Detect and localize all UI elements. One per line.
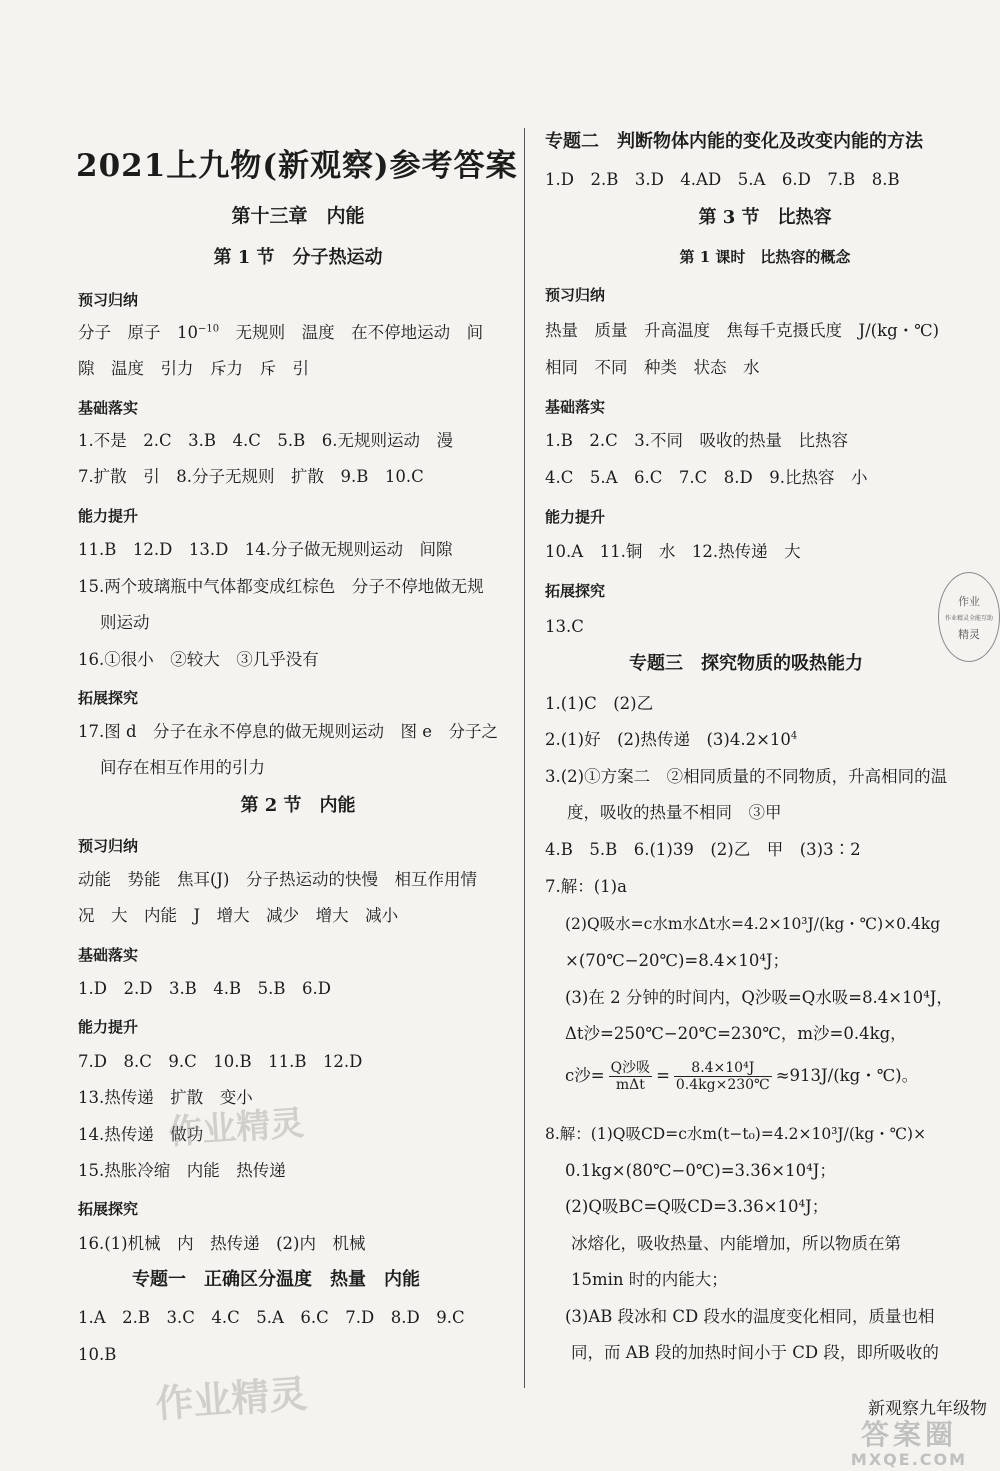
label-preview: 预习归纳 <box>545 286 606 304</box>
answer-line: 16.①很小 ②较大 ③几乎没有 <box>78 650 319 669</box>
label-extend: 拓展探究 <box>545 582 606 600</box>
answer-line: 冰熔化，吸收热量、内能增加，所以物质在第 <box>571 1234 901 1253</box>
answer-line: 1.D 2.B 3.D 4.AD 5.A 6.D 7.B 8.B <box>545 170 900 189</box>
answer-line: ×(70℃−20℃)=8.4×10⁴J； <box>565 951 790 970</box>
label-preview: 预习归纳 <box>78 291 139 309</box>
answer-line: 则运动 <box>100 613 150 632</box>
section-1-heading: 第 1 节 分子热运动 <box>213 247 383 268</box>
answer-line: 度，吸收的热量不相同 ③甲 <box>567 803 782 822</box>
answer-line: (2)Q吸水=c水m水Δt水=4.2×10³J/(kg・℃)×0.4kg <box>565 915 941 933</box>
answer-line: 0.1kg×(80℃−0℃)=3.36×10⁴J； <box>565 1161 836 1180</box>
watermark: 作业精灵 <box>167 1103 306 1153</box>
answer-line: 13.C <box>545 617 584 636</box>
section-3-heading: 第 3 节 比热容 <box>698 207 832 228</box>
answer-line: 1.不是 2.C 3.B 4.C 5.B 6.无规则运动 漫 <box>78 431 453 450</box>
answer-line: 1.B 2.C 3.不同 吸收的热量 比热容 <box>545 431 848 450</box>
answer-line: 17.图 d 分子在永不停息的做无规则运动 图 e 分子之 <box>78 722 499 741</box>
answer-line: 3.(2)①方案二 ②相同质量的不同物质，升高相同的温 <box>545 767 948 786</box>
answer-line: 相同 不同 种类 状态 水 <box>545 358 760 377</box>
answer-line: 间存在相互作用的引力 <box>100 758 265 777</box>
formula-line: c沙= $\frac{\text{Q沙吸}}{\text{mΔt}}$ = $\frac{\text{8.4×10⁴J}}{0.4kg\times 230℃}$ ≈913J/(kg・℃)。 <box>565 1060 919 1093</box>
site-logo: 答案圈 MXQE.COM <box>850 1418 968 1469</box>
answer-line: (3)AB 段冰和 CD 段水的温度变化相同，质量也相 <box>565 1307 935 1326</box>
answer-line: 10.A 11.铜 水 12.热传递 大 <box>545 542 801 561</box>
answer-line: 同，而 AB 段的加热时间小于 CD 段，即所吸收的 <box>571 1343 939 1362</box>
answer-line: 16.(1)机械 内 热传递 (2)内 机械 <box>78 1234 366 1253</box>
answer-line: 2.(1)好 (2)热传递 $(3)4.2\times 10^4$ <box>545 730 798 749</box>
section-2-heading: 第 2 节 内能 <box>240 795 356 816</box>
chapter-heading: 第十三章 内能 <box>231 205 365 227</box>
label-basic: 基础落实 <box>78 399 139 417</box>
topic-3-heading: 专题三 探究物质的吸热能力 <box>629 653 863 674</box>
answer-line: 11.B 12.D 13.D 14.分子做无规则运动 间隙 <box>78 540 453 559</box>
answer-line: 15.热胀冷缩 内能 热传递 <box>78 1161 286 1180</box>
label-ability: 能力提升 <box>78 507 139 525</box>
answer-line: 15.两个玻璃瓶中气体都变成红棕色 分子不停地做无规 <box>78 577 484 596</box>
watermark: 作业精灵 <box>153 1371 309 1427</box>
answer-line: 15min 时的内能大； <box>571 1270 728 1289</box>
stamp-seal: 作业 作业精灵全能互助 精灵 <box>938 572 1000 662</box>
answer-line: Δt沙=250℃−20℃=230℃，m沙=0.4kg， <box>565 1024 907 1043</box>
answer-line: 14.热传递 做功 <box>78 1125 204 1144</box>
answer-line: 4.C 5.A 6.C 7.C 8.D 9.比热容 小 <box>545 468 868 487</box>
answer-line: 1.(1)C (2)乙 <box>545 694 654 713</box>
label-basic: 基础落实 <box>78 946 139 964</box>
label-extend: 拓展探究 <box>78 1200 139 1218</box>
topic-2-heading: 专题二 判断物体内能的变化及改变内能的方法 <box>545 131 923 152</box>
answer-line: 隙 温度 引力 斥力 斥 引 <box>78 359 309 378</box>
label-preview: 预习归纳 <box>78 837 139 855</box>
answer-line: 13.热传递 扩散 变小 <box>78 1088 253 1107</box>
topic-1-heading: 专题一 正确区分温度 热量 内能 <box>132 1269 420 1290</box>
lesson-heading: 第 1 课时 比热容的概念 <box>679 248 851 266</box>
label-basic: 基础落实 <box>545 398 606 416</box>
label-extend: 拓展探究 <box>78 689 139 707</box>
answer-line: 况 大 内能 J 增大 减少 增大 减小 <box>78 906 399 925</box>
answer-line: 8.解：(1)Q吸CD=c水m(t−t₀)=4.2×10³J/(kg・℃)× <box>545 1125 927 1143</box>
answer-line: 1.D 2.D 3.B 4.B 5.B 6.D <box>78 979 332 998</box>
page-title: 2021上九物(新观察)参考答案 <box>76 148 518 184</box>
answer-line: 1.A 2.B 3.C 4.C 5.A 6.C 7.D 8.D 9.C <box>78 1308 465 1327</box>
label-ability: 能力提升 <box>78 1018 139 1036</box>
answer-line: 7.解：(1)a <box>545 877 627 896</box>
answer-line: 热量 质量 升高温度 焦每千克摄氏度 J/(kg・℃) <box>545 321 940 340</box>
answer-line: 动能 势能 焦耳(J) 分子热运动的快慢 相互作用情 <box>78 870 477 889</box>
answer-line: 4.B 5.B 6.(1)39 (2)乙 甲 (3)3∶2 <box>545 840 861 859</box>
answer-line: (3)在 2 分钟的时间内，Q沙吸=Q水吸=8.4×10⁴J， <box>565 988 953 1007</box>
fraction: $\frac{\text{Q沙吸}}{\text{mΔt}}$ <box>610 1060 651 1093</box>
answer-line: 分子 原子 $10^{-10}$ 无规则 温度 在不停地运动 间 <box>78 323 484 342</box>
answer-line: (2)Q吸BC=Q吸CD=3.36×10⁴J； <box>565 1197 829 1216</box>
answer-line: 7.D 8.C 9.C 10.B 11.B 12.D <box>78 1052 363 1071</box>
footer-book-title: 新观察九年级物 <box>868 1399 987 1419</box>
column-divider <box>524 128 525 1388</box>
answer-line: 10.B <box>78 1345 117 1364</box>
answer-line: 7.扩散 引 8.分子无规则 扩散 9.B 10.C <box>78 467 424 486</box>
label-ability: 能力提升 <box>545 508 606 526</box>
fraction: $\frac{\text{8.4×10⁴J}}{0.4kg\times 230℃}$ <box>675 1060 770 1093</box>
